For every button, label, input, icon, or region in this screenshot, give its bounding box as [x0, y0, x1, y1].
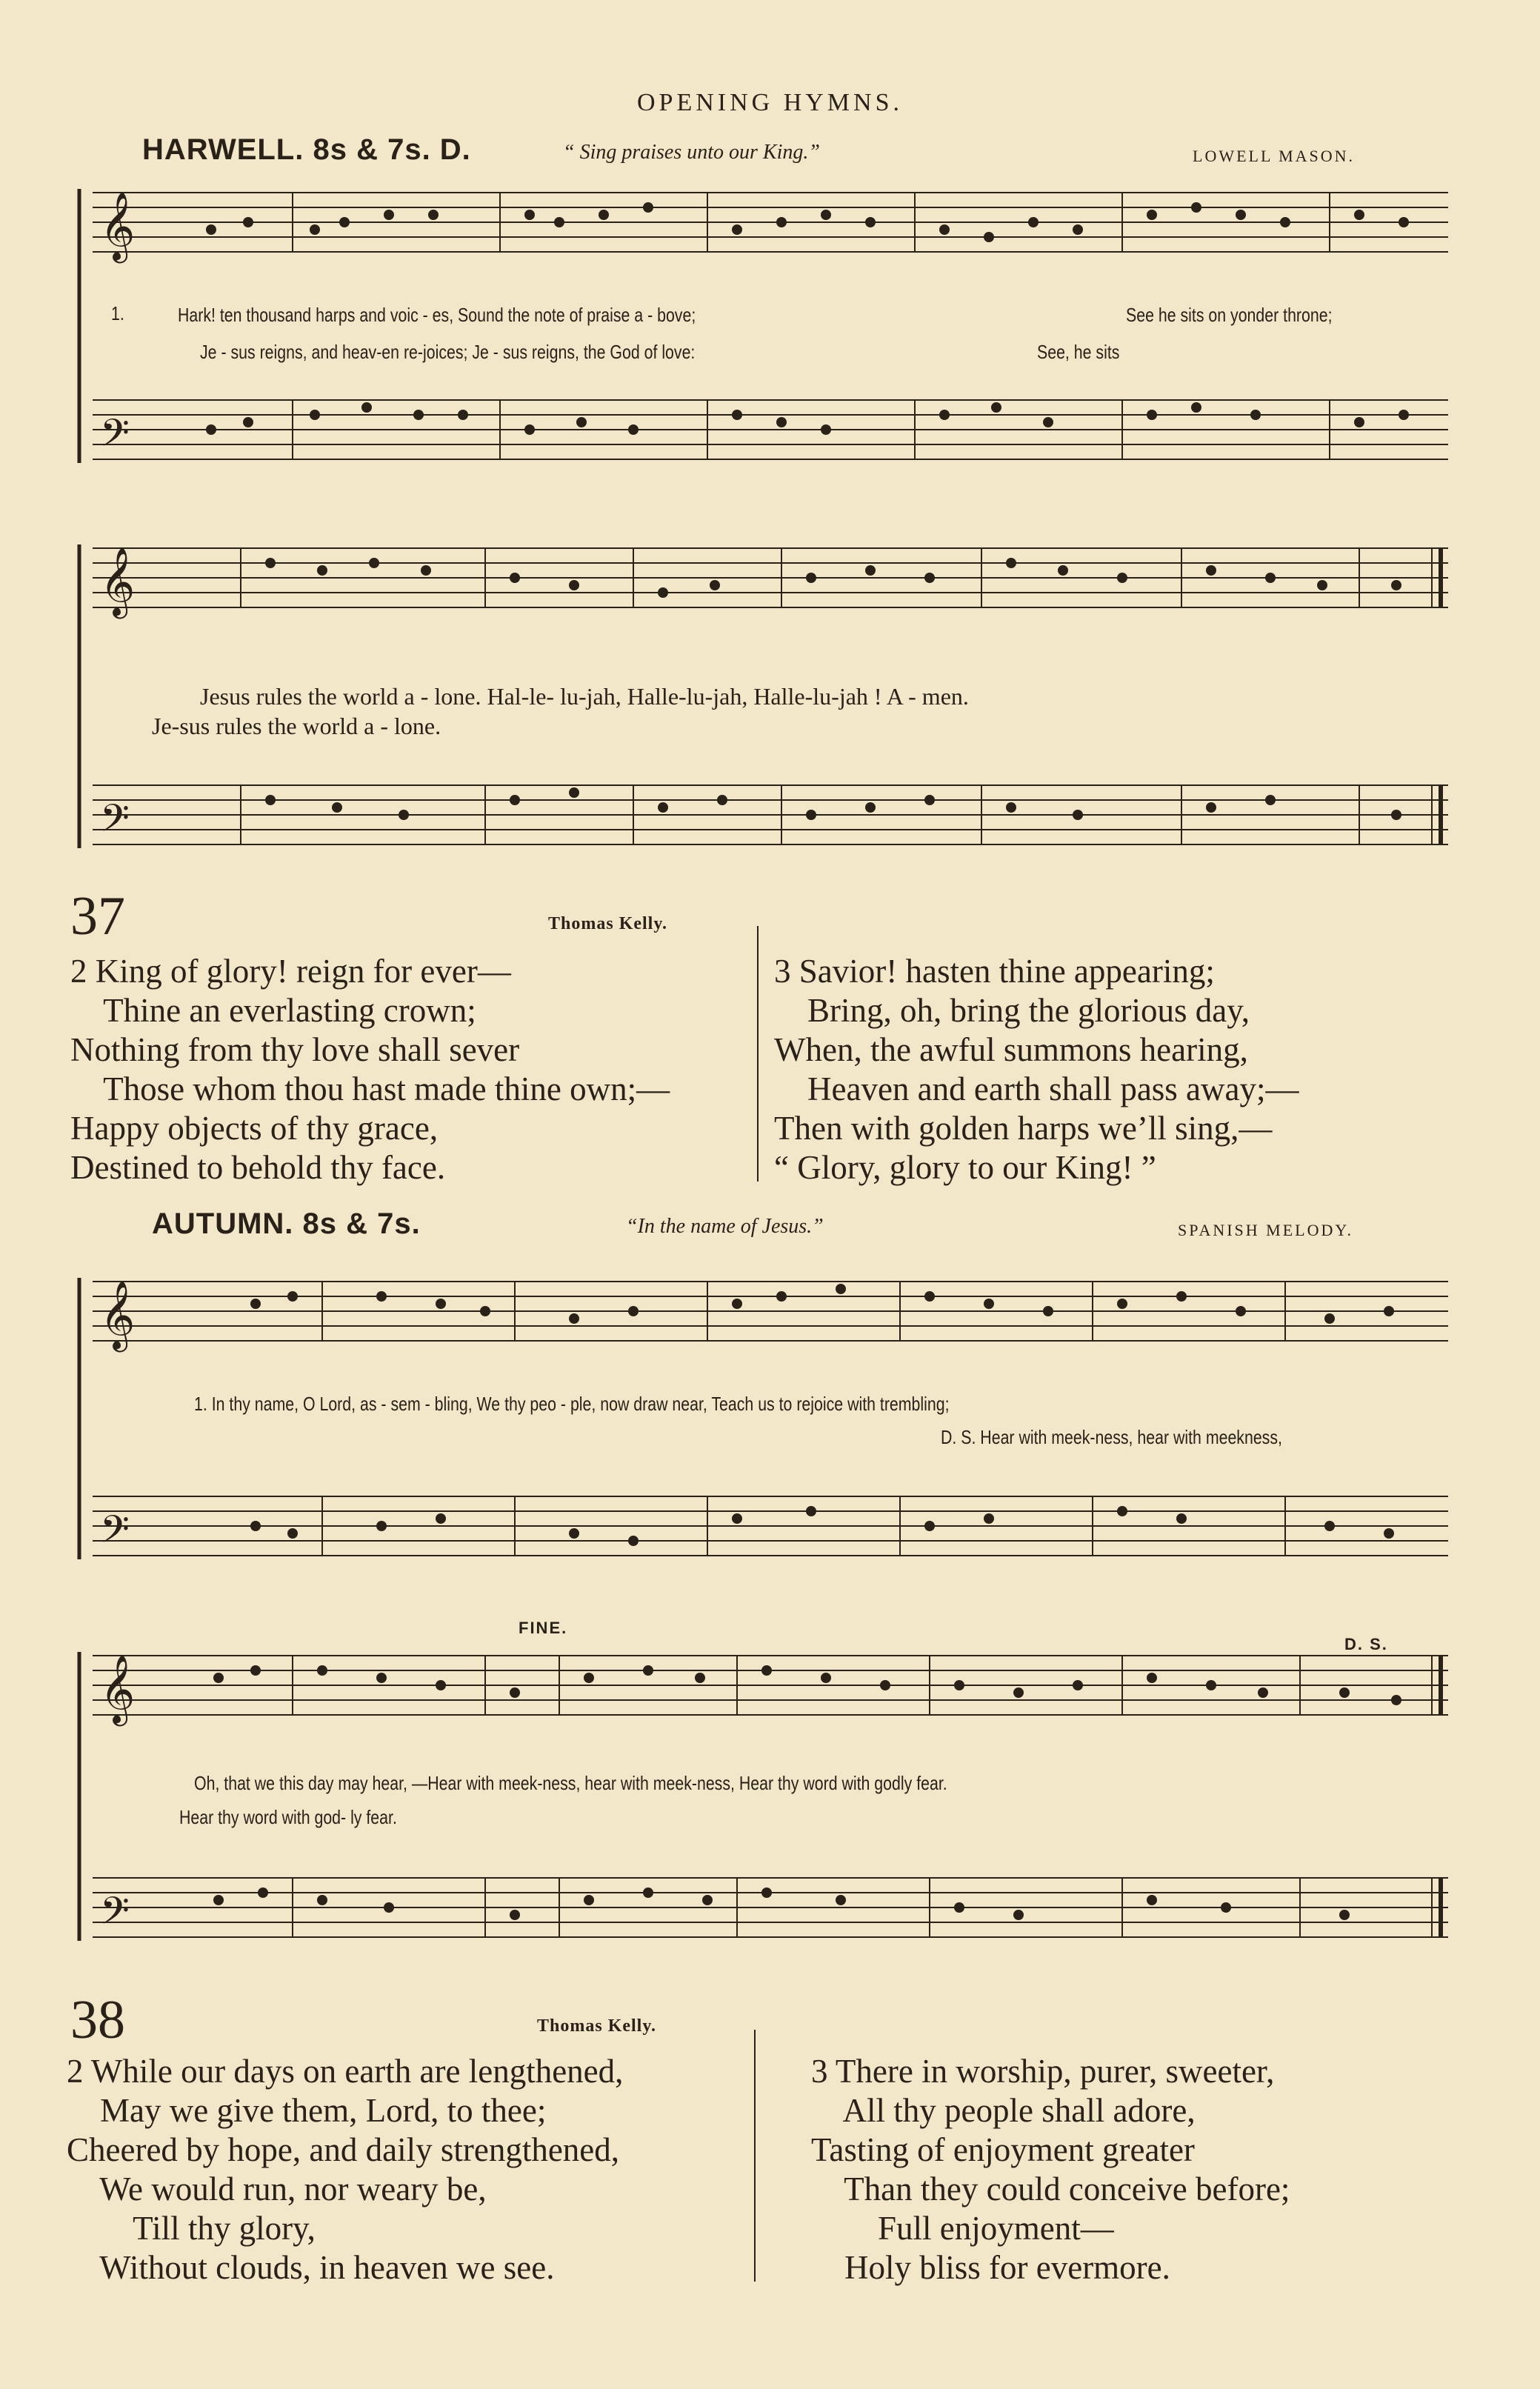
- tune-motto-autumn: “In the name of Jesus.”: [626, 1215, 824, 1238]
- hymn-37-author: Thomas Kelly.: [548, 914, 668, 933]
- svg-text:𝄞: 𝄞: [100, 1654, 136, 1723]
- tune-composer-autumn: SPANISH MELODY.: [1178, 1221, 1353, 1239]
- lyric-line-autumn-3: Oh, that we this day may hear, —Hear with meek-ness, hear with meek-ness, Hear thy word with godly fear.: [194, 1772, 947, 1794]
- lyric-line-harwell-4: Je-sus rules the world a - lone.: [152, 713, 441, 739]
- music-system-autumn-2: [70, 1626, 1456, 1967]
- lyric-line-harwell-3: Jesus rules the world a - lone. Hal-le- lu-jah, Halle-lu-jah, Halle-lu-jah ! A - men.: [200, 683, 969, 710]
- svg-text:𝄞: 𝄞: [100, 547, 136, 616]
- lyric-line-autumn-4: Hear thy word with god- ly fear.: [179, 1806, 397, 1828]
- column-divider-37: [757, 926, 759, 1182]
- tune-title-harwell: HARWELL. 8s & 7s. D.: [142, 133, 471, 166]
- column-divider-38: [754, 2030, 756, 2282]
- fine-marking: FINE.: [519, 1619, 568, 1637]
- lyric-line-autumn-1: 1. In thy name, O Lord, as - sem - bling, We thy peo - ple, now draw near, Teach us to rejoice with trembling;: [194, 1393, 950, 1415]
- svg-text:𝄢: 𝄢: [100, 1888, 130, 1942]
- lyric-line-harwell-1-right: See he sits on yonder throne;: [1126, 304, 1333, 326]
- music-staves-harwell-1: [70, 178, 1456, 489]
- svg-text:𝄞: 𝄞: [100, 191, 136, 260]
- hymn-37-verse-2: 2 King of glory! reign for ever— Thine an everlasting crown; Nothing from thy love shall sever Those whom thou hast made thine own;— Happy objects of thy grace, Destined to behold thy face.: [70, 953, 670, 1186]
- tune-motto-harwell: “ Sing praises unto our King.”: [563, 141, 820, 164]
- hymn-38-author: Thomas Kelly.: [537, 2016, 657, 2036]
- hymn-38-verse-3: 3 There in worship, purer, sweeter, All thy people shall adore, Tasting of enjoyment greater Than they could conceive before; Full enjoyment— Holy bliss for evermore.: [811, 2053, 1290, 2286]
- tune-composer-harwell: LOWELL MASON.: [1193, 147, 1356, 165]
- svg-text:𝄢: 𝄢: [100, 796, 130, 850]
- hymn-37-verse-3: 3 Savior! hasten thine appearing; Bring, oh, bring the glorious day, When, the awful summons hearing, Heaven and earth shall pass away;— Then with golden harps we’ll sing,— “ Glory, glory to our King! ”: [774, 953, 1299, 1186]
- music-staves-autumn-2: [70, 1626, 1456, 1967]
- svg-text:𝄞: 𝄞: [100, 1280, 136, 1349]
- verse-number-harwell: 1.: [111, 302, 124, 324]
- hymn-38-verse-2: 2 While our days on earth are lengthened, May we give them, Lord, to thee; Cheered by hope, and daily strengthened, We would run, nor weary be, Till thy glory, Without clouds, in heaven we see.: [67, 2053, 624, 2286]
- hymn-number-37: 37: [70, 886, 125, 947]
- svg-text:𝄢: 𝄢: [100, 1507, 130, 1561]
- lyric-line-harwell-1: Hark! ten thousand harps and voic - es, Sound the note of praise a - bove;: [178, 304, 696, 326]
- hymn-number-38: 38: [70, 1990, 125, 2050]
- tune-title-autumn: AUTUMN. 8s & 7s.: [152, 1207, 421, 1240]
- lyric-line-harwell-2-right: See, he sits: [1037, 341, 1120, 363]
- page-header: OPENING HYMNS.: [636, 89, 904, 116]
- lyric-line-autumn-ds: D. S. Hear with meek-ness, hear with meekness,: [941, 1426, 1282, 1448]
- ds-marking: D. S.: [1344, 1635, 1388, 1653]
- music-system-harwell-1: [70, 178, 1456, 489]
- svg-text:𝄢: 𝄢: [100, 410, 130, 464]
- lyric-line-harwell-2: Je - sus reigns, and heav-en re-joices; Je - sus reigns, the God of love:: [200, 341, 696, 363]
